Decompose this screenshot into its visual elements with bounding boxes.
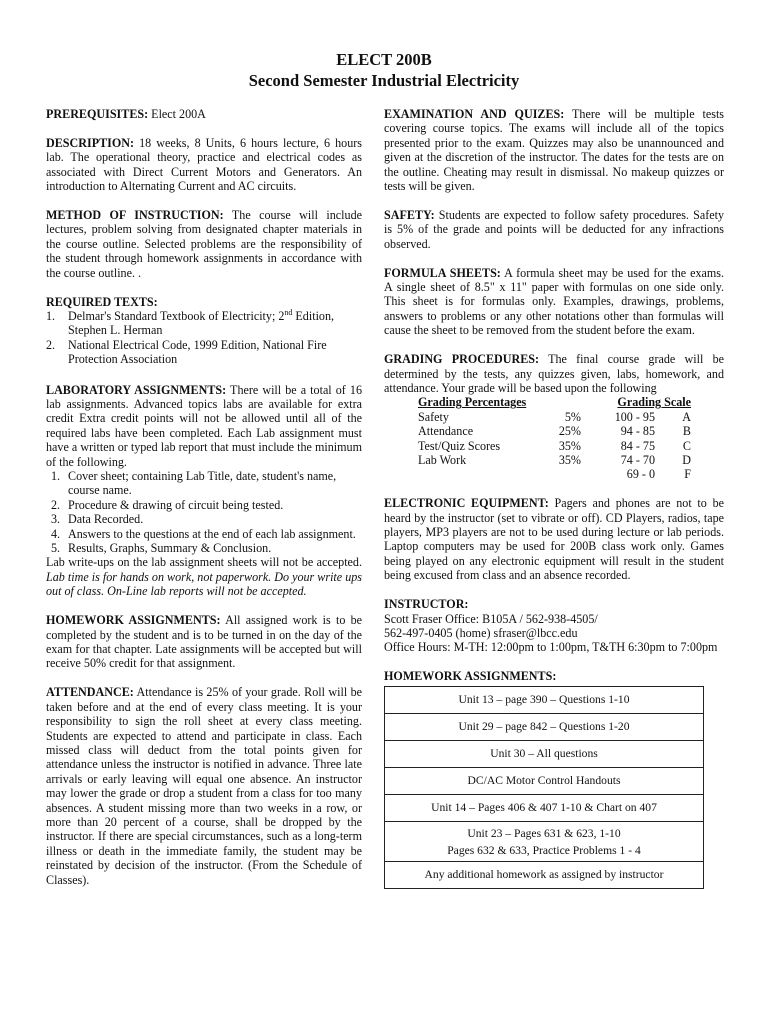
title-block — [0, 50, 768, 91]
lab-after-text: Lab write-ups on the lab assignment sheets will not be accepted. — [46, 555, 362, 570]
table-row: Unit 14 – Pages 406 & 407 1-10 & Chart on 407 — [385, 795, 703, 822]
homework-table — [384, 686, 704, 889]
right-column — [384, 107, 724, 889]
grading-table-header — [384, 395, 724, 409]
formula-heading: FORMULA SHEETS: — [384, 265, 501, 280]
attendance-heading: ATTENDANCE: — [46, 685, 134, 700]
required-texts-heading: REQUIRED TEXTS: — [46, 294, 158, 309]
method-section — [46, 208, 362, 280]
equipment-heading: ELECTRONIC EQUIPMENT: — [384, 496, 549, 511]
homework-heading: HOMEWORK ASSIGNMENTS: — [46, 613, 221, 628]
grading-heading: GRADING PROCEDURES: — [384, 352, 540, 367]
equipment-section — [384, 496, 724, 582]
prerequisites-section — [46, 107, 362, 121]
grading-percentages-header: Grading Percentages — [418, 395, 527, 410]
table-row: Unit 29 – page 842 – Questions 1-20 — [385, 714, 703, 741]
description-text: 18 weeks, 8 Units, 6 hours lecture, 6 hours lab. The operational theory, practice and electrical codes as associated with Direct Current Motors and Generators. An introduction to Alternating Current and AC circuits. — [46, 135, 362, 194]
list-item: 2. National Electrical Code, 1999 Edition, National Fire Protection Association — [46, 337, 327, 367]
table-row: Unit 13 – page 390 – Questions 1-10 — [385, 687, 703, 714]
prerequisites-heading: PREREQUISITES: — [46, 107, 149, 121]
exam-text: There will be multiple tests covering course topics. The exams will include all of the topics presented prior to the exam. Quizzes may also be unannounced and given at the discretion of the instructor. The dates for the tests are on the outline. Cheating may result in dismissal. No makeup quizzes or tests will be given. — [384, 107, 725, 194]
table-row: DC/AC Motor Control Handouts — [385, 768, 703, 795]
formula-section — [384, 266, 724, 338]
table-row: Unit 30 – All questions — [385, 741, 703, 768]
homework-section — [46, 613, 362, 671]
required-texts-list — [46, 309, 362, 367]
lab-items-list — [46, 469, 362, 555]
table-row — [385, 822, 703, 862]
grading-table — [384, 395, 724, 481]
list-item: 3. Data Recorded. — [51, 512, 144, 527]
description-section — [46, 136, 362, 194]
homework-assignments-section — [384, 669, 724, 888]
attendance-text: Attendance is 25% of your grade. Roll will be taken before and at the end of every class meeting. It is your responsibility to sign the roll sheet at every class meeting. Students are expected to attend and participate in class. Each missed class will deduct from the total points given for attendance unless the instructor is notified in advance. Three late arrivals or early leaving will equal one absence. An instructor may lower the grade or drop a student from a class for too many absences. A student missing more than two weeks in a row, or more than 20 percent of a course, shall be dropped by the instructor. If there are special circumstances, such as a long-term illness or death in the immediate family, the student may be reinstated by decision of the instructor. (From the Schedule of Classes). — [46, 685, 362, 887]
exam-section — [384, 107, 724, 193]
description-heading: DESCRIPTION: — [46, 135, 135, 150]
lab-text: There will be a total of 16 lab assignments. Advanced topics labs are available for extra credit Extra credit points will not be allowed until all of the required labs have been completed. Each Lab assignment must have a written or typed lab report that must include the minimum of the following. — [46, 382, 362, 469]
list-item: 1. Delmar's Standard Textbook of Electricity; 2nd Edition, Stephen L. Herman — [46, 307, 335, 338]
exam-heading: EXAMINATION AND QUIZES: — [384, 107, 565, 121]
formula-text: A formula sheet may be used for the exams. A single sheet of 8.5" x 11" paper with formulas on one side only. This sheet is for formulas only. Examples, drawings, problems, answers to problems or any other notations other than formulas will cause the sheet to be removed from the student before the exam. — [384, 265, 724, 338]
left-column — [46, 107, 362, 902]
list-item: 5. Results, Graphs, Summary & Conclusion. — [51, 541, 272, 556]
list-item: 2. Procedure & drawing of circuit being tested. — [51, 497, 284, 512]
instructor-line: Scott Fraser Office: B105A / 562-938-4505/ — [384, 611, 598, 626]
grading-scale-header: Grading Scale — [617, 395, 691, 410]
office-hours-line: Office Hours: M-TH: 12:00pm to 1:00pm, T&TH 6:30pm to 7:00pm — [384, 640, 718, 655]
instructor-section — [384, 597, 724, 655]
homework-row-line: Pages 632 & 633, Practice Problems 1 - 4 — [447, 843, 641, 857]
lab-italic-note: Lab time is for hands on work, not paperwork. Do your write ups out of class. On-Line lab reports will not be accepted. — [46, 569, 362, 599]
list-item: 1. Cover sheet; containing Lab Title, date, student's name, course name. — [51, 469, 337, 498]
table-row: Attendance 25% 94 - 85 B — [418, 424, 691, 439]
table-row: 69 - 0 F — [626, 467, 691, 482]
page-title: ELECT 200B — [336, 50, 432, 69]
homework-row-line: Unit 23 – Pages 631 & 623, 1-10 — [467, 826, 621, 840]
safety-text: Students are expected to follow safety procedures. Safety is 5% of the grade and points will be deducted for any infractions observed. — [384, 207, 724, 251]
safety-heading: SAFETY: — [384, 207, 435, 222]
safety-section — [384, 208, 724, 251]
table-row: Any additional homework as assigned by instructor — [424, 867, 664, 881]
list-item: 4. Answers to the questions at the end of each lab assignment. — [51, 526, 356, 541]
method-text: The course will include lectures, problem solving from designated chapter materials in the course outline. Selected problems are the responsibility of the student through homework assignments in accordance with the course outline. . — [46, 208, 362, 280]
required-texts-section — [46, 295, 362, 367]
grading-text: The final course grade will be determined by the tests, any quizzes given, labs, homework, and attendance. Your grade will be based upon the following — [384, 352, 724, 395]
homework-assignments-heading: HOMEWORK ASSIGNMENTS: — [384, 669, 557, 684]
equipment-text: Pagers and phones are not to be heard by the instructor (set to vibrate or off). CD Players, radios, tape players, MP3 players are not to be used during lecture or lab periods. Laptop computers may be used for 200B class work only. Games being played on any electronic equipment will result in the student being excused from class and an absence recorded. — [384, 496, 724, 583]
table-row: Lab Work 35% 74 - 70 D — [418, 452, 691, 467]
lab-section — [46, 383, 362, 599]
method-heading: METHOD OF INSTRUCTION: — [46, 208, 224, 223]
attendance-section — [46, 685, 362, 887]
homework-text: All assigned work is to be completed by the student and is to be turned in on the day of the exam for that chapter. Late assignments will be accepted but will receive 50% credit for that assignment. — [46, 613, 362, 671]
page-subtitle: Second Semester Industrial Electricity — [248, 71, 520, 90]
prerequisites-text: Elect 200A — [148, 107, 206, 121]
instructor-heading: INSTRUCTOR: — [384, 597, 469, 612]
table-row: Safety 5% 100 - 95 A — [418, 409, 691, 424]
grading-section — [384, 352, 724, 482]
lab-heading: LABORATORY ASSIGNMENTS: — [46, 382, 227, 397]
table-row: Test/Quiz Scores 35% 84 - 75 C — [418, 438, 691, 453]
instructor-contact-line: 562-497-0405 (home) sfraser@lbcc.edu — [384, 626, 578, 640]
